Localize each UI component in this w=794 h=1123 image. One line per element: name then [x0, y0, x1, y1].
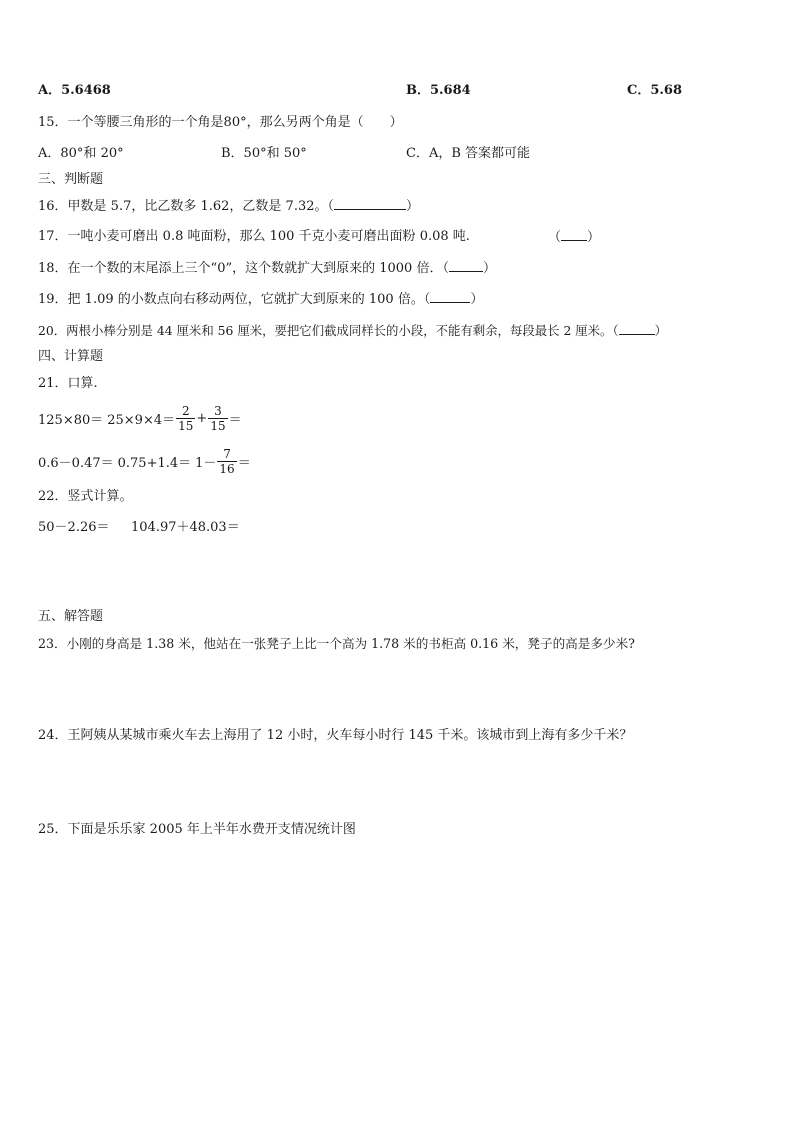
q23-text: 23．小刚的身高是 1.38 米，他站在一张凳子上比一个高为 1.78 米的书柜高 0.16 米，凳子的高是多少米? [38, 636, 635, 651]
section-3-title: 三、判断题 [38, 172, 104, 187]
q15-option-c: C．A，B 答案都可能 [406, 146, 531, 161]
q25-text: 25．下面是乐乐家 2005 年上半年水费开支情况统计图 [38, 822, 356, 837]
q20-close: ） [654, 323, 668, 338]
q21-r1-equals: ＝ [228, 412, 242, 428]
q19 [38, 290, 483, 309]
q14-option-b: B．5.684 [406, 83, 471, 98]
q15-option-a: A．80°和 20° [38, 146, 124, 161]
q21-r1-a: 125×80＝ [38, 412, 104, 428]
q16-answer-blank[interactable] [334, 197, 406, 210]
section-5-title: 五、解答题 [38, 609, 104, 624]
q21-r1-frac2-numerator: 3 [208, 404, 227, 419]
q20-text: 20．两根小棒分别是 44 厘米和 56 厘米，要把它们截成同样长的小段，不能有剩余，每段最长 2 厘米。（ [38, 323, 619, 338]
q15-option-b: B．50°和 50° [221, 146, 307, 161]
q16-text: 16．甲数是 5.7，比乙数多 1.62，乙数是 7.32。（ [38, 199, 335, 214]
q22-title: 22．竖式计算。 [38, 489, 133, 504]
q21-r1-fraction-1 [176, 404, 195, 433]
q21-r1-frac2-denominator: 15 [210, 418, 226, 433]
section-4-title: 四、计算题 [38, 349, 104, 364]
q14-option-c: C．5.68 [627, 83, 683, 98]
q17-answer-blank[interactable] [561, 228, 587, 241]
q18-text: 18．在一个数的末尾添上三个“0”，这个数就扩大到原来的 1000 倍．（ [38, 261, 449, 276]
q20 [38, 322, 667, 340]
q19-text: 19．把 1.09 的小数点向右移动两位，它就扩大到原来的 100 倍。（ [38, 292, 431, 307]
q21-title: 21．口算. [38, 376, 98, 391]
q21-r2-frac-numerator: 7 [217, 447, 236, 462]
q21-r1-b: 25×9×4＝ [107, 412, 176, 428]
q21-r2-frac-denominator: 16 [219, 461, 235, 476]
q14-option-a: A．5.6468 [38, 83, 111, 98]
q19-close: ） [470, 292, 484, 307]
q18 [38, 259, 496, 278]
q17-open: （ [548, 230, 562, 245]
q21-r2-fraction [217, 447, 236, 476]
q17-answer [548, 228, 600, 247]
q21-r2-a: 0.6－0.47＝ [38, 455, 114, 471]
q21-r2-equals: ＝ [237, 455, 251, 471]
q17-text: 17．一吨小麦可磨出 0.8 吨面粉，那么 100 千克小麦可磨出面粉 0.08 吨. [38, 229, 470, 244]
q21-r2-c: 1－ [195, 455, 217, 471]
q18-close: ） [482, 261, 496, 276]
q24-text: 24．王阿姨从某城市乘火车去上海用了 12 小时，火车每小时行 145 千米。该城市到上海有多少千米？ [38, 728, 633, 743]
q15-stem: 15．一个等腰三角形的一个角是80°，那么另两个角是（ ） [38, 115, 403, 130]
q21-r2-b: 0.75+1.4＝ [117, 455, 192, 471]
q21-row-1 [38, 400, 242, 436]
q21-r1-fraction-2 [208, 404, 227, 433]
q22-expr-a: 50－2.26＝ [38, 520, 110, 535]
q19-answer-blank[interactable] [430, 290, 470, 303]
q16-close: ） [406, 199, 420, 214]
q20-answer-blank[interactable] [619, 322, 655, 335]
q22-expr-b: 104.97＋48.03＝ [131, 520, 240, 535]
q17-close: ） [587, 230, 601, 245]
q21-r1-frac1-denominator: 15 [178, 418, 194, 433]
q18-answer-blank[interactable] [449, 259, 483, 272]
q21-r1-plus: + [196, 410, 208, 426]
q16 [38, 197, 419, 216]
q21-r1-frac1-numerator: 2 [176, 404, 195, 419]
q21-row-2 [38, 443, 251, 479]
